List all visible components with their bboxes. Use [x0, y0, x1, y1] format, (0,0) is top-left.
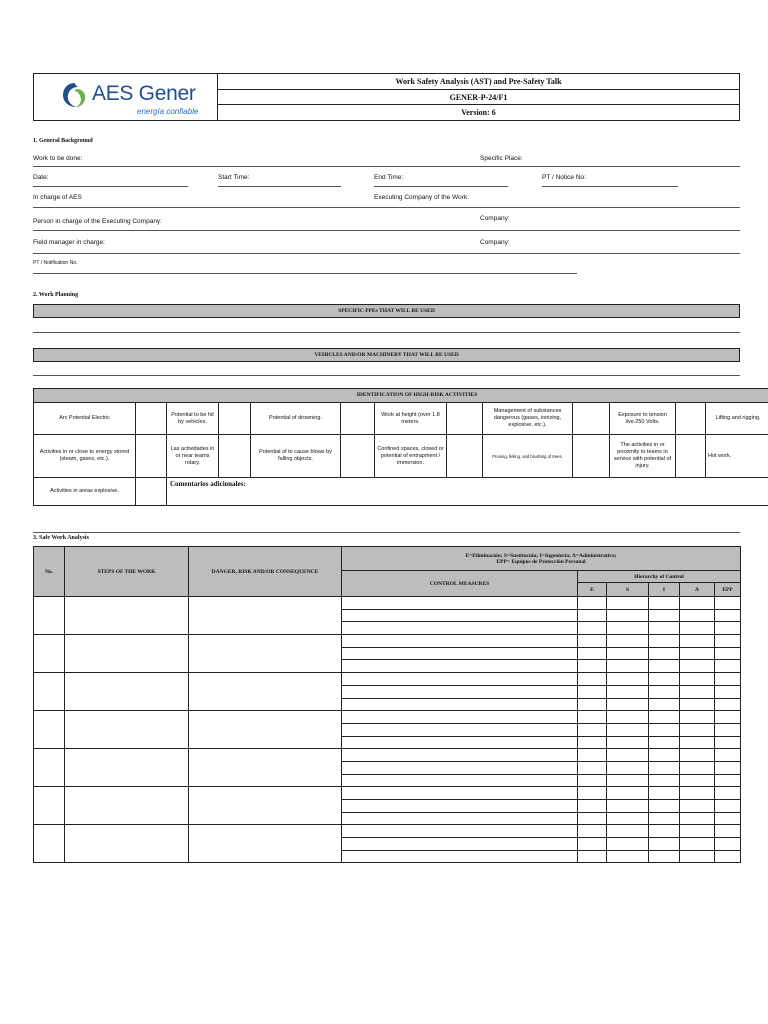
swa-epp-cell[interactable]	[715, 622, 741, 635]
swa-i-cell[interactable]	[649, 622, 680, 635]
swa-i-cell[interactable]	[649, 597, 680, 610]
swa-epp-cell[interactable]	[715, 749, 741, 762]
swa-i-cell[interactable]	[649, 838, 680, 851]
swa-i-cell[interactable]	[649, 660, 680, 673]
swa-row	[34, 597, 741, 610]
swa-epp-cell[interactable]	[715, 597, 741, 610]
high-risk-table	[33, 388, 768, 506]
risk-checkbox[interactable]	[136, 435, 167, 478]
swa-a-cell[interactable]	[680, 673, 715, 686]
swa-i-cell[interactable]	[649, 647, 680, 660]
swa-s-cell[interactable]	[607, 673, 649, 686]
swa-step-cell[interactable]	[65, 597, 189, 635]
aes-logo-icon	[60, 80, 90, 110]
swa-step-cell[interactable]	[65, 673, 189, 711]
swa-step-cell[interactable]	[65, 749, 189, 787]
swa-a-cell[interactable]	[680, 698, 715, 711]
swa-s-cell[interactable]	[607, 597, 649, 610]
risk-checkbox[interactable]	[447, 403, 483, 435]
swa-s-cell[interactable]	[607, 647, 649, 660]
hierarchy-e: E	[578, 583, 607, 597]
specific-place-label: Specific Place:	[480, 155, 523, 162]
risk-arc-electric: Arc Potential Electric	[34, 403, 136, 435]
legend-line-2: EPP= Equipos de Protección Personal	[496, 558, 586, 565]
swa-s-cell[interactable]	[607, 787, 649, 800]
swa-e-cell[interactable]	[578, 673, 607, 686]
swa-a-cell[interactable]	[680, 609, 715, 622]
risk-checkbox[interactable]	[676, 435, 706, 478]
swa-epp-cell[interactable]	[715, 787, 741, 800]
swa-control-cell[interactable]	[342, 812, 578, 825]
risk-tree-pruning: Pruning, felling, and brushing of trees.	[483, 435, 573, 478]
start-time-field[interactable]	[218, 186, 341, 187]
swa-step-cell[interactable]	[65, 787, 189, 825]
swa-control-cell[interactable]	[342, 723, 578, 736]
swa-e-cell[interactable]	[578, 825, 607, 838]
document-code: GENER-P-24/F1	[218, 89, 739, 105]
swa-a-cell[interactable]	[680, 660, 715, 673]
swa-e-cell[interactable]	[578, 711, 607, 724]
safe-work-analysis-table	[33, 546, 741, 863]
swa-control-cell[interactable]	[342, 736, 578, 749]
swa-s-cell[interactable]	[607, 749, 649, 762]
swa-row	[34, 787, 741, 800]
hierarchy-s: S	[607, 583, 649, 597]
swa-e-cell[interactable]	[578, 723, 607, 736]
swa-a-cell[interactable]	[680, 761, 715, 774]
swa-control-cell[interactable]	[342, 647, 578, 660]
col-control-header: CONTROL MEASURES	[342, 571, 578, 597]
swa-epp-cell[interactable]	[715, 774, 741, 787]
end-time-label: End Time:	[374, 174, 404, 181]
swa-epp-cell[interactable]	[715, 685, 741, 698]
swa-epp-cell[interactable]	[715, 736, 741, 749]
swa-epp-cell[interactable]	[715, 812, 741, 825]
swa-epp-cell[interactable]	[715, 609, 741, 622]
section-divider	[33, 532, 740, 533]
swa-a-cell[interactable]	[680, 711, 715, 724]
swa-i-cell[interactable]	[649, 723, 680, 736]
swa-a-cell[interactable]	[680, 850, 715, 863]
swa-control-cell[interactable]	[342, 787, 578, 800]
swa-control-cell[interactable]	[342, 711, 578, 724]
section-planning-title: 2. Work Planning	[33, 292, 79, 298]
ppe-field[interactable]	[33, 332, 740, 333]
risk-confined-spaces: Confined spaces, closed or potential of entrapment / immersion.	[375, 435, 447, 478]
col-danger-header: DANGER, RISK AND/OR CONSEQUENCE	[189, 547, 342, 597]
swa-i-cell[interactable]	[649, 635, 680, 648]
hierarchy-i: I	[649, 583, 680, 597]
swa-control-cell[interactable]	[342, 673, 578, 686]
end-time-field[interactable]	[374, 186, 508, 187]
swa-e-cell[interactable]	[578, 749, 607, 762]
risk-hot-work: Hot work.	[706, 435, 768, 478]
additional-comments-field[interactable]: Comentarios adicionales:	[167, 478, 768, 506]
swa-a-cell[interactable]	[680, 647, 715, 660]
swa-danger-cell[interactable]	[189, 635, 342, 673]
swa-s-cell[interactable]	[607, 761, 649, 774]
swa-s-cell[interactable]	[607, 723, 649, 736]
swa-a-cell[interactable]	[680, 749, 715, 762]
logo-name: AES Gener	[92, 82, 196, 105]
swa-s-cell[interactable]	[607, 685, 649, 698]
work-to-be-done-field[interactable]	[33, 166, 740, 167]
swa-epp-cell[interactable]	[715, 761, 741, 774]
swa-step-cell[interactable]	[65, 711, 189, 749]
risk-teams-in-service: The activities in or proximity to teams in service with potential of injury.	[610, 435, 676, 478]
swa-s-cell[interactable]	[607, 825, 649, 838]
section-swa-title: 3. Safe Work Analysis	[33, 535, 89, 541]
risk-checkbox[interactable]	[341, 435, 375, 478]
field-manager-label: Field manager in charge:	[33, 239, 105, 246]
vehicles-bar: VEHICLES AND/OR MACHINERY THAT WILL BE USED	[33, 348, 740, 362]
hierarchy-header: Hierarchy of Control	[578, 571, 741, 583]
risk-drowning: Potential of drowning.	[251, 403, 341, 435]
col-steps-header: STEPS OF THE WORK	[65, 547, 189, 597]
risk-work-at-height: Work at height (over 1.8 meters.	[375, 403, 447, 435]
swa-i-cell[interactable]	[649, 774, 680, 787]
swa-i-cell[interactable]	[649, 749, 680, 762]
swa-s-cell[interactable]	[607, 850, 649, 863]
swa-epp-cell[interactable]	[715, 800, 741, 813]
swa-no-cell[interactable]	[34, 825, 65, 863]
logo-tagline: energía confiable	[137, 107, 199, 116]
swa-i-cell[interactable]	[649, 711, 680, 724]
swa-row	[34, 749, 741, 762]
swa-control-cell[interactable]	[342, 622, 578, 635]
risk-checkbox[interactable]	[447, 435, 483, 478]
swa-control-cell[interactable]	[342, 660, 578, 673]
swa-no-cell[interactable]	[34, 635, 65, 673]
risk-rotary-teams: Las actividades in or near teams rotary.	[167, 435, 219, 478]
swa-danger-cell[interactable]	[189, 787, 342, 825]
swa-control-cell[interactable]	[342, 825, 578, 838]
swa-e-cell[interactable]	[578, 736, 607, 749]
swa-a-cell[interactable]	[680, 685, 715, 698]
swa-e-cell[interactable]	[578, 698, 607, 711]
swa-i-cell[interactable]	[649, 787, 680, 800]
swa-a-cell[interactable]	[680, 774, 715, 787]
hierarchy-epp: EPP	[715, 583, 741, 597]
swa-i-cell[interactable]	[649, 673, 680, 686]
company-label-1: Company:	[480, 215, 510, 222]
swa-epp-cell[interactable]	[715, 711, 741, 724]
swa-s-cell[interactable]	[607, 838, 649, 851]
swa-epp-cell[interactable]	[715, 698, 741, 711]
swa-e-cell[interactable]	[578, 838, 607, 851]
ppe-bar: SPECIFIC PPEs THAT WILL BE USED	[33, 304, 740, 318]
risk-dangerous-substances: Management of substances dangerous (gases, ionizing, explosive, etc.).	[483, 403, 573, 435]
swa-step-cell[interactable]	[65, 825, 189, 863]
field-manager-field[interactable]	[33, 253, 740, 254]
swa-e-cell[interactable]	[578, 685, 607, 698]
swa-a-cell[interactable]	[680, 825, 715, 838]
swa-a-cell[interactable]	[680, 800, 715, 813]
swa-e-cell[interactable]	[578, 635, 607, 648]
swa-no-cell[interactable]	[34, 597, 65, 635]
swa-i-cell[interactable]	[649, 825, 680, 838]
swa-e-cell[interactable]	[578, 622, 607, 635]
swa-i-cell[interactable]	[649, 736, 680, 749]
swa-epp-cell[interactable]	[715, 647, 741, 660]
risk-stored-energy: Activities in or close to energy stored (steam, gases, etc.).	[34, 435, 136, 478]
swa-control-cell[interactable]	[342, 685, 578, 698]
swa-a-cell[interactable]	[680, 838, 715, 851]
swa-no-cell[interactable]	[34, 673, 65, 711]
swa-control-cell[interactable]	[342, 761, 578, 774]
swa-danger-cell[interactable]	[189, 749, 342, 787]
swa-e-cell[interactable]	[578, 609, 607, 622]
swa-a-cell[interactable]	[680, 787, 715, 800]
swa-s-cell[interactable]	[607, 736, 649, 749]
risk-checkbox[interactable]	[676, 403, 706, 435]
vehicles-field[interactable]	[33, 375, 740, 376]
swa-no-cell[interactable]	[34, 711, 65, 749]
company-label-2: Company:	[480, 239, 510, 246]
swa-row	[34, 635, 741, 648]
swa-a-cell[interactable]	[680, 622, 715, 635]
swa-epp-cell[interactable]	[715, 850, 741, 863]
swa-s-cell[interactable]	[607, 609, 649, 622]
swa-no-cell[interactable]	[34, 749, 65, 787]
swa-i-cell[interactable]	[649, 698, 680, 711]
swa-i-cell[interactable]	[649, 761, 680, 774]
risk-explosive-areas: Activities in areas explosive.	[34, 478, 136, 506]
swa-a-cell[interactable]	[680, 812, 715, 825]
person-in-charge-field[interactable]	[33, 230, 740, 231]
risk-hit-by-vehicles: Potential to be hit by vehicles.	[167, 403, 219, 435]
swa-e-cell[interactable]	[578, 812, 607, 825]
swa-epp-cell[interactable]	[715, 673, 741, 686]
risk-checkbox[interactable]	[341, 403, 375, 435]
swa-control-cell[interactable]	[342, 838, 578, 851]
swa-i-cell[interactable]	[649, 609, 680, 622]
swa-body	[34, 597, 741, 863]
section-general-title: 1. General Background	[33, 138, 93, 144]
swa-control-cell[interactable]	[342, 800, 578, 813]
date-label: Date:	[33, 174, 49, 181]
swa-e-cell[interactable]	[578, 850, 607, 863]
swa-i-cell[interactable]	[649, 800, 680, 813]
swa-s-cell[interactable]	[607, 774, 649, 787]
swa-i-cell[interactable]	[649, 685, 680, 698]
swa-danger-cell[interactable]	[189, 711, 342, 749]
risk-lifting-rigging: Lifting and rigging.	[706, 403, 768, 435]
swa-danger-cell[interactable]	[189, 825, 342, 863]
swa-control-cell[interactable]	[342, 774, 578, 787]
swa-step-cell[interactable]	[65, 635, 189, 673]
swa-a-cell[interactable]	[680, 736, 715, 749]
swa-a-cell[interactable]	[680, 597, 715, 610]
pt-notification-field[interactable]	[33, 273, 577, 274]
swa-e-cell[interactable]	[578, 647, 607, 660]
swa-e-cell[interactable]	[578, 787, 607, 800]
swa-s-cell[interactable]	[607, 635, 649, 648]
swa-epp-cell[interactable]	[715, 723, 741, 736]
document-title: Work Safety Analysis (AST) and Pre-Safety Talk	[395, 76, 562, 86]
swa-row	[34, 825, 741, 838]
swa-control-cell[interactable]	[342, 749, 578, 762]
work-to-be-done-label: Work to be done:	[33, 155, 83, 162]
swa-danger-cell[interactable]	[189, 597, 342, 635]
person-in-charge-label: Person in charge of the Executing Company:	[33, 218, 162, 225]
executing-company-label: Executing Company of the Work:	[374, 194, 469, 201]
pt-notice-field[interactable]	[542, 186, 678, 187]
swa-epp-cell[interactable]	[715, 838, 741, 851]
legend-line-1: E=Eliminación; S=Sustitución; I=Ingeniería; A=Administrativa;	[465, 552, 617, 559]
swa-danger-cell[interactable]	[189, 673, 342, 711]
company-logo	[34, 74, 218, 120]
swa-control-cell[interactable]	[342, 597, 578, 610]
hierarchy-a: A	[680, 583, 715, 597]
swa-s-cell[interactable]	[607, 622, 649, 635]
swa-e-cell[interactable]	[578, 597, 607, 610]
swa-s-cell[interactable]	[607, 698, 649, 711]
swa-control-cell[interactable]	[342, 850, 578, 863]
start-time-label: Start Time:	[218, 174, 250, 181]
col-no-header: No.	[34, 547, 65, 597]
swa-a-cell[interactable]	[680, 635, 715, 648]
risk-checkbox[interactable]	[136, 403, 167, 435]
swa-s-cell[interactable]	[607, 800, 649, 813]
risk-checkbox[interactable]	[573, 435, 610, 478]
document-header	[33, 73, 740, 121]
swa-e-cell[interactable]	[578, 761, 607, 774]
risk-checkbox[interactable]	[573, 403, 610, 435]
control-legend	[342, 547, 741, 571]
date-field[interactable]	[33, 186, 188, 187]
swa-i-cell[interactable]	[649, 850, 680, 863]
swa-control-cell[interactable]	[342, 698, 578, 711]
swa-epp-cell[interactable]	[715, 825, 741, 838]
risk-falling-objects: Potential of to cause blows by falling objects.	[251, 435, 341, 478]
document-version: Version: 6	[218, 104, 739, 120]
high-risk-header: IDENTIFICATION OF HIGH-RISK ACTIVITIES	[34, 389, 768, 403]
swa-row	[34, 711, 741, 724]
risk-checkbox[interactable]	[219, 435, 251, 478]
pt-notification-label: PT / Notification No.	[33, 260, 78, 266]
swa-control-cell[interactable]	[342, 635, 578, 648]
swa-e-cell[interactable]	[578, 800, 607, 813]
swa-e-cell[interactable]	[578, 774, 607, 787]
risk-checkbox[interactable]	[136, 478, 167, 506]
in-charge-aes-field[interactable]	[33, 207, 740, 208]
risk-checkbox[interactable]	[219, 403, 251, 435]
swa-control-cell[interactable]	[342, 609, 578, 622]
swa-epp-cell[interactable]	[715, 635, 741, 648]
swa-no-cell[interactable]	[34, 787, 65, 825]
swa-i-cell[interactable]	[649, 812, 680, 825]
swa-s-cell[interactable]	[607, 812, 649, 825]
in-charge-aes-label: In charge of AES	[33, 194, 82, 201]
swa-row	[34, 673, 741, 686]
swa-s-cell[interactable]	[607, 711, 649, 724]
pt-notice-label: PT / Notice No:	[542, 174, 586, 181]
swa-e-cell[interactable]	[578, 660, 607, 673]
swa-s-cell[interactable]	[607, 660, 649, 673]
risk-live-tension: Exposure to tension live.250 Volts.	[610, 403, 676, 435]
swa-a-cell[interactable]	[680, 723, 715, 736]
swa-epp-cell[interactable]	[715, 660, 741, 673]
